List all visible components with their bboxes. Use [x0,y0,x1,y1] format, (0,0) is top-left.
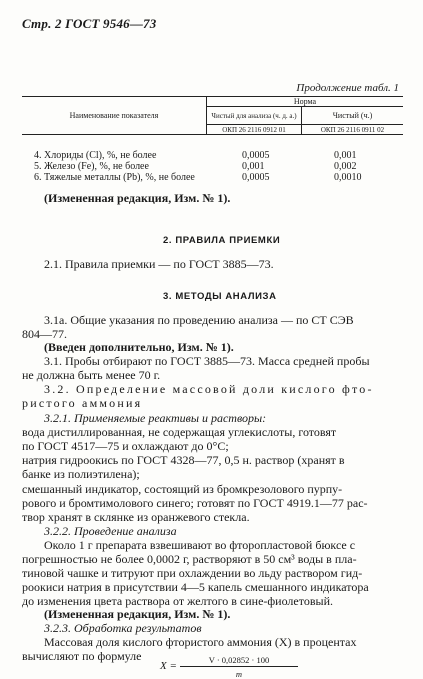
paragraph: не должна быть менее 70 г. [22,368,161,382]
paragraph: 3.1а. Общие указания по проведению анализа — по СТ СЭВ [44,313,354,327]
subsection-title: 3.2.2. Проведение анализа [44,524,177,538]
formula-fraction [180,655,298,679]
paragraph: вычисляют по формуле [22,649,142,663]
paragraph: смешанный индикатор, состоящий из бромкрезолового пурпу- [22,482,343,496]
paragraph: банке из полиэтилена); [22,467,140,481]
amendment-note: (Измененная редакция, Изм. № 1). [44,607,231,621]
col-header-norm: Норма [207,97,404,107]
section-title: 2. ПРАВИЛА ПРИЕМКИ [163,235,281,246]
okp-pure-analysis: ОКП 26 2116 0912 01 [207,125,302,135]
row-value-pure-analysis: 0,001 [242,161,265,172]
row-value-pure: 0,001 [334,150,357,161]
section-title: 3. МЕТОДЫ АНАЛИЗА [163,291,277,302]
paragraph: роокиси натрия в присутствии 4—5 капель смешанного индикатора [22,580,369,594]
amendment-note: (Измененная редакция, Изм. № 1). [44,191,231,205]
row-value-pure: 0,0010 [334,172,362,183]
col-header-pure: Чистый (ч.) [302,107,404,125]
paragraph: погрешностью не более 0,0002 г, растворяют в 50 см³ воды в пла- [22,552,357,566]
row-name: 6. Тяжелые металлы (Pb), %, не более [34,172,195,183]
table-row [34,150,404,161]
okp-pure: ОКП 26 2116 0911 02 [302,125,404,135]
subsection-title: ристого аммония [22,396,143,410]
row-value-pure: 0,002 [334,161,357,172]
paragraph: Около 1 г препарата взвешивают во фторопластовой бюксе с [44,538,356,552]
paragraph: натрия гидроокись по ГОСТ 4328—77, 0,5 н. раствор (хранят в [22,453,345,467]
paragraph: 2.1. Правила приемки — по ГОСТ 3885—73. [44,257,274,271]
subsection-title: 3.2.3. Обработка результатов [44,621,202,635]
table-continuation-label: Продолжение табл. 1 [296,82,399,94]
paragraph: рового и бромтимолового синего; готовят по ГОСТ 4919.1—77 рас- [22,496,368,510]
page-header: Стр. 2 ГОСТ 9546—73 [22,16,157,31]
paragraph: тиновой чашке и титруют при охлаждении во льду раствором гид- [22,566,363,580]
subsection-title: 3.2.1. Применяемые реактивы и растворы: [44,411,267,425]
col-header-name: Наименование показателя [22,97,207,135]
paragraph: 804—77. [22,327,67,341]
norm-table [22,96,403,135]
paragraph: по ГОСТ 4517—75 и охлаждают до 0°С; [22,439,229,453]
col-header-pure-analysis: Чистый для анализа (ч. д. а.) [207,107,302,125]
paragraph: вода дистиллированная, не содержащая углекислоты, готовят [22,425,337,439]
formula-denominator: m [235,669,243,679]
row-value-pure-analysis: 0,0005 [242,150,270,161]
amendment-note: (Введен дополнительно, Изм. № 1). [44,340,234,354]
table-row [34,172,404,183]
subsection-title: 3.2. Определение массовой доли кислого фто- [44,382,374,396]
paragraph: 3.1. Пробы отбирают по ГОСТ 3885—73. Масса средней пробы [44,354,370,368]
formula-numerator: V · 0,02852 · 100 [180,655,298,667]
table-body [34,150,404,183]
formula-lhs: X = [160,660,177,672]
paragraph: до изменения цвета раствора от желтого в сине-фиолетовый. [22,594,333,608]
row-name: 4. Хлориды (Cl), %, не более [34,150,157,161]
paragraph: Массовая доля кислого фтористого аммония (X) в процентах [44,635,357,649]
row-name: 5. Железо (Fe), %, не более [34,161,149,172]
paragraph: твор хранят в склянке из оранжевого стекла. [22,510,250,524]
table-row [34,161,404,172]
row-value-pure-analysis: 0,0005 [242,172,270,183]
